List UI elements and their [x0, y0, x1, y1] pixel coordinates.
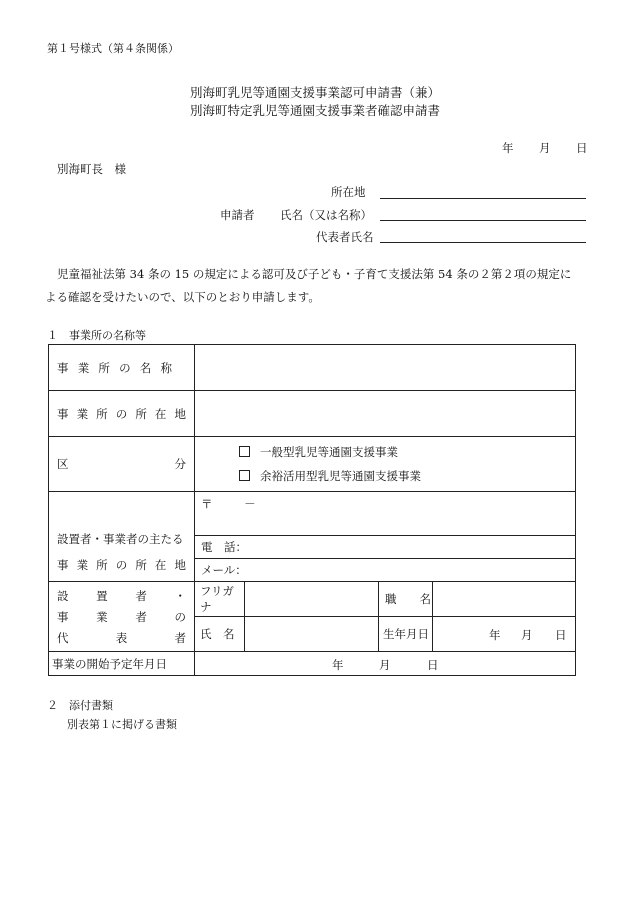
- applicant-rep-label: 代表者氏名: [316, 230, 374, 244]
- label-char: 所: [96, 557, 108, 572]
- facility-table: [48, 344, 576, 676]
- phone-label: 電 話：: [201, 540, 247, 554]
- label-char: 業: [96, 609, 108, 624]
- label-char: 所: [96, 406, 108, 421]
- label-char: 代: [57, 630, 69, 645]
- label-char: 所: [135, 557, 147, 572]
- label-char: 称: [160, 360, 172, 375]
- section1-heading: １ 事業所の名称等: [47, 329, 146, 342]
- start-month: 月: [379, 658, 391, 672]
- applicant-rep-line[interactable]: [380, 242, 586, 243]
- facility-name-chars: [49, 360, 194, 376]
- label-char: 地: [174, 406, 186, 421]
- title-label: 職 名: [379, 582, 433, 617]
- label-char: 事: [57, 406, 69, 421]
- email-label: メール：: [201, 563, 247, 577]
- birthdate-field[interactable]: [433, 617, 576, 652]
- facility-address-field[interactable]: [195, 391, 576, 437]
- label-char: ・: [174, 588, 186, 603]
- birthdate-label: 生年月日: [379, 617, 433, 652]
- label-char: 分: [174, 457, 186, 471]
- birth-day: 日: [555, 628, 567, 642]
- operator-rep-row1: [49, 588, 194, 604]
- label-char: 事: [57, 360, 69, 375]
- name-label: 氏 名: [195, 617, 245, 652]
- date-year: 年: [502, 141, 514, 155]
- facility-name-field[interactable]: [195, 345, 576, 391]
- label-char: 者: [174, 630, 186, 645]
- addressee: 別海町長 様: [57, 162, 126, 176]
- label-char: 者: [135, 609, 147, 624]
- section2-text: 別表第１に掲げる書類: [67, 718, 177, 731]
- category-options: [195, 437, 576, 492]
- birth-year: 年: [489, 628, 501, 642]
- start-date-label: 事業の開始予定年月日: [49, 652, 195, 676]
- postal-dash: －: [244, 497, 256, 511]
- form-number: 第１号様式（第４条関係）: [47, 42, 179, 55]
- operator-address-label: [49, 492, 195, 582]
- name-field[interactable]: [245, 617, 379, 652]
- label-char: の: [119, 360, 131, 375]
- label-char: 置: [96, 588, 108, 603]
- applicant-name-line[interactable]: [380, 220, 586, 221]
- section2-heading: ２ 添付書類: [47, 699, 113, 712]
- start-date-field[interactable]: [195, 652, 576, 676]
- email-field[interactable]: [195, 559, 576, 582]
- operator-rep-row2: [49, 609, 194, 625]
- applicant-label: 申請者: [220, 208, 255, 222]
- title-field[interactable]: [433, 582, 576, 617]
- label-char: の: [115, 406, 128, 421]
- category-option-general[interactable]: 一般型乳児等通園支援事業: [239, 444, 575, 460]
- facility-address-label: [49, 391, 195, 437]
- start-year: 年: [332, 658, 344, 672]
- label-char: 名: [139, 360, 152, 375]
- label-char: 在: [154, 406, 167, 421]
- facility-address-chars: [49, 406, 194, 422]
- label-char: 地: [174, 557, 186, 572]
- postal-field[interactable]: [195, 492, 576, 536]
- date-day: 日: [576, 141, 588, 155]
- title-line1: 別海町乳児等通園支援事業認可申請書（兼）: [189, 85, 440, 100]
- furigana-field[interactable]: [245, 582, 379, 617]
- label-char: 事: [57, 557, 69, 572]
- applicant-name-label: 氏名（又は名称）: [280, 208, 372, 222]
- category-label: [49, 437, 195, 492]
- birth-month: 月: [521, 628, 533, 642]
- label-char: 区: [57, 457, 69, 471]
- label-char: 所: [98, 360, 110, 375]
- category-chars: [49, 456, 194, 472]
- date-month: 月: [539, 141, 551, 155]
- label-char: の: [115, 557, 128, 572]
- label-char: 在: [154, 557, 167, 572]
- phone-field[interactable]: [195, 536, 576, 559]
- facility-name-label: [49, 345, 195, 391]
- furigana-label: フリガナ: [195, 582, 245, 617]
- label-char: 表: [115, 630, 128, 645]
- label-char: 業: [76, 406, 89, 421]
- checkbox-icon[interactable]: [239, 446, 250, 457]
- postal-mark: 〒: [201, 497, 213, 511]
- body-line2: よる確認を受けたいので、以下のとおり申請します。: [45, 290, 320, 304]
- checkbox-icon[interactable]: [239, 470, 250, 481]
- operator-rep-label: [49, 582, 195, 652]
- start-day: 日: [427, 658, 439, 672]
- title-line2: 別海町特定乳児等通園支援事業者確認申請書: [189, 103, 440, 118]
- applicant-address-label: 所在地: [331, 185, 366, 199]
- operator-address-line2: [49, 557, 194, 573]
- operator-rep-row3: [49, 630, 194, 646]
- operator-address-line1: 設置者・事業者の主たる: [57, 531, 184, 546]
- label-char: 者: [135, 588, 147, 603]
- body-line1: 児童福祉法第 34 条の 15 の規定による認可及び子ども・子育て支援法第 54 条の２第２項の規定に: [57, 267, 572, 281]
- label-char: 業: [76, 557, 89, 572]
- label-char: 事: [57, 609, 69, 624]
- applicant-address-line[interactable]: [380, 198, 586, 199]
- category-option-surplus[interactable]: 余裕活用型乳児等通園支援事業: [239, 468, 575, 484]
- label-char: の: [174, 609, 186, 624]
- label-char: 所: [135, 406, 147, 421]
- label-char: 業: [77, 360, 90, 375]
- label-char: 設: [57, 588, 69, 603]
